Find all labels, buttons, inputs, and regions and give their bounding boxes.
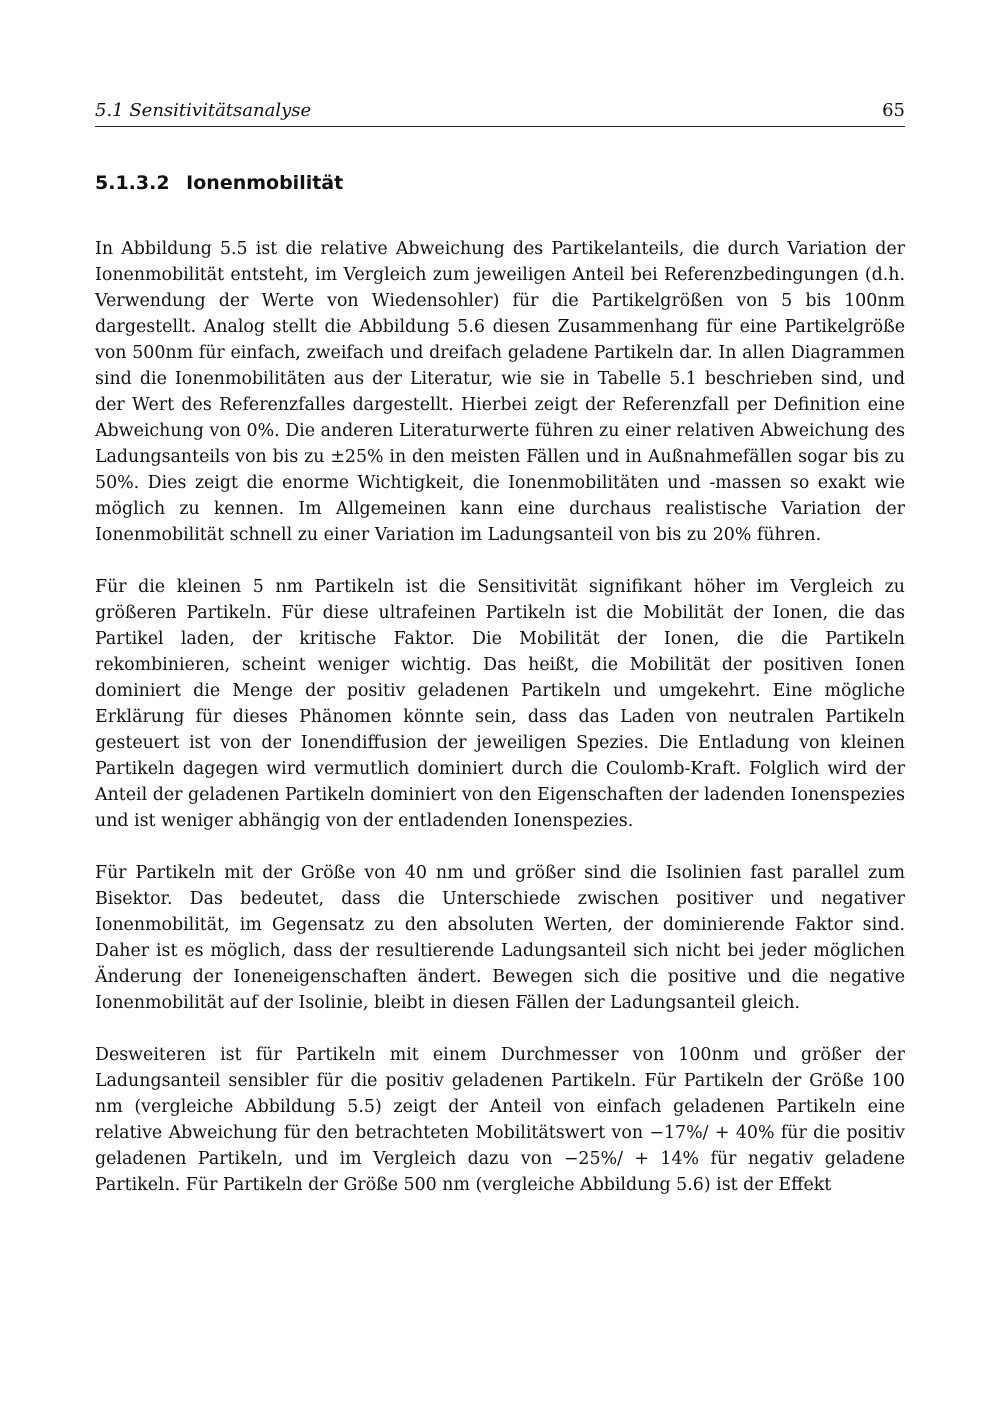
page-number: 65: [882, 100, 905, 121]
paragraph-4: Desweiteren ist für Partikeln mit einem Durchmesser von 100nm und größer der Ladungsanteil sensibler für die positiv geladenen Partikeln. Für Partikeln der Größe 100 nm (vergleiche Abbildung 5.5) zeigt der Anteil von einfach geladenen Partikeln eine relative Abweichung für den betrachteten Mobilitätswert von −17%/ + 40% für die positiv geladenen Partikeln, und im Vergleich dazu von −25%/ + 14% für negativ geladene Partikeln. Für Partikeln der Größe 500 nm (vergleiche Abbildung 5.6) ist der Effekt: [95, 1045, 905, 1195]
running-header: [95, 100, 905, 127]
section-title: Ionenmobilität: [186, 172, 344, 194]
section-heading: [95, 171, 905, 195]
body-text: [95, 236, 905, 1224]
section-number: 5.1.3.2: [95, 172, 170, 194]
paragraph-2: Für die kleinen 5 nm Partikeln ist die Sensitivität signifikant höher im Vergleich zu größeren Partikeln. Für diese ultrafeinen Partikeln ist die Mobilität der Ionen, die das Partikel laden, der kritische Faktor. Die Mobilität der Ionen, die die Partikeln rekombinieren, scheint weniger wichtig. Das heißt, die Mobilität der positiven Ionen dominiert die Menge der positiv geladenen Partikeln und umgekehrt. Eine mögliche Erklärung für dieses Phänomen könnte sein, dass das Laden von neutralen Partikeln gesteuert ist von der Ionendiffusion der jeweiligen Spezies. Die Entladung von kleinen Partikeln dagegen wird vermutlich dominiert durch die Coulomb-Kraft. Folglich wird der Anteil der geladenen Partikeln dominiert von den Eigenschaften der ladenden Ionenspezies und ist weniger abhängig von der entladenden Ionenspezies.: [95, 577, 905, 831]
paragraph-3: Für Partikeln mit der Größe von 40 nm und größer sind die Isolinien fast parallel zum Bisektor. Das bedeutet, dass die Unterschiede zwischen positiver und negativer Ionenmobilität, im Gegensatz zu den absoluten Werten, der dominierende Faktor sind. Daher ist es möglich, dass der resultierende Ladungsanteil sich nicht bei jeder möglichen Änderung der Ioneneigenschaften ändert. Bewegen sich die positive und die negative Ionenmobilität auf der Isolinie, bleibt in diesen Fällen der Ladungsanteil gleich.: [95, 863, 905, 1013]
paragraph-1: In Abbildung 5.5 ist die relative Abweichung des Partikelanteils, die durch Variation der Ionenmobilität entsteht, im Vergleich zum jeweiligen Anteil bei Referenzbedingungen (d.h. Verwendung der Werte von Wiedensohler) für die Partikelgrößen von 5 bis 100nm dargestellt. Analog stellt die Abbildung 5.6 diesen Zusammenhang für eine Partikelgröße von 500nm für einfach, zweifach und dreifach geladene Partikeln dar. In allen Diagrammen sind die Ionenmobilitäten aus der Literatur, wie sie in Tabelle 5.1 beschrieben sind, und der Wert des Referenzfalles dargestellt. Hierbei zeigt der Referenzfall per Definition eine Abweichung von 0%. Die anderen Literaturwerte führen zu einer relativen Abweichung des Ladungsanteils von bis zu ±25% in den meisten Fällen und in Außnahmefällen sogar bis zu 50%. Dies zeigt die enorme Wichtigkeit, die Ionenmobilitäten und -massen so exakt wie möglich zu kennen. Im Allgemeinen kann eine durchaus realistische Variation der Ionenmobilität schnell zu einer Variation im Ladungsanteil von bis zu 20% führen.: [95, 239, 905, 545]
running-head-section: 5.1 Sensitivitätsanalyse: [95, 100, 312, 121]
